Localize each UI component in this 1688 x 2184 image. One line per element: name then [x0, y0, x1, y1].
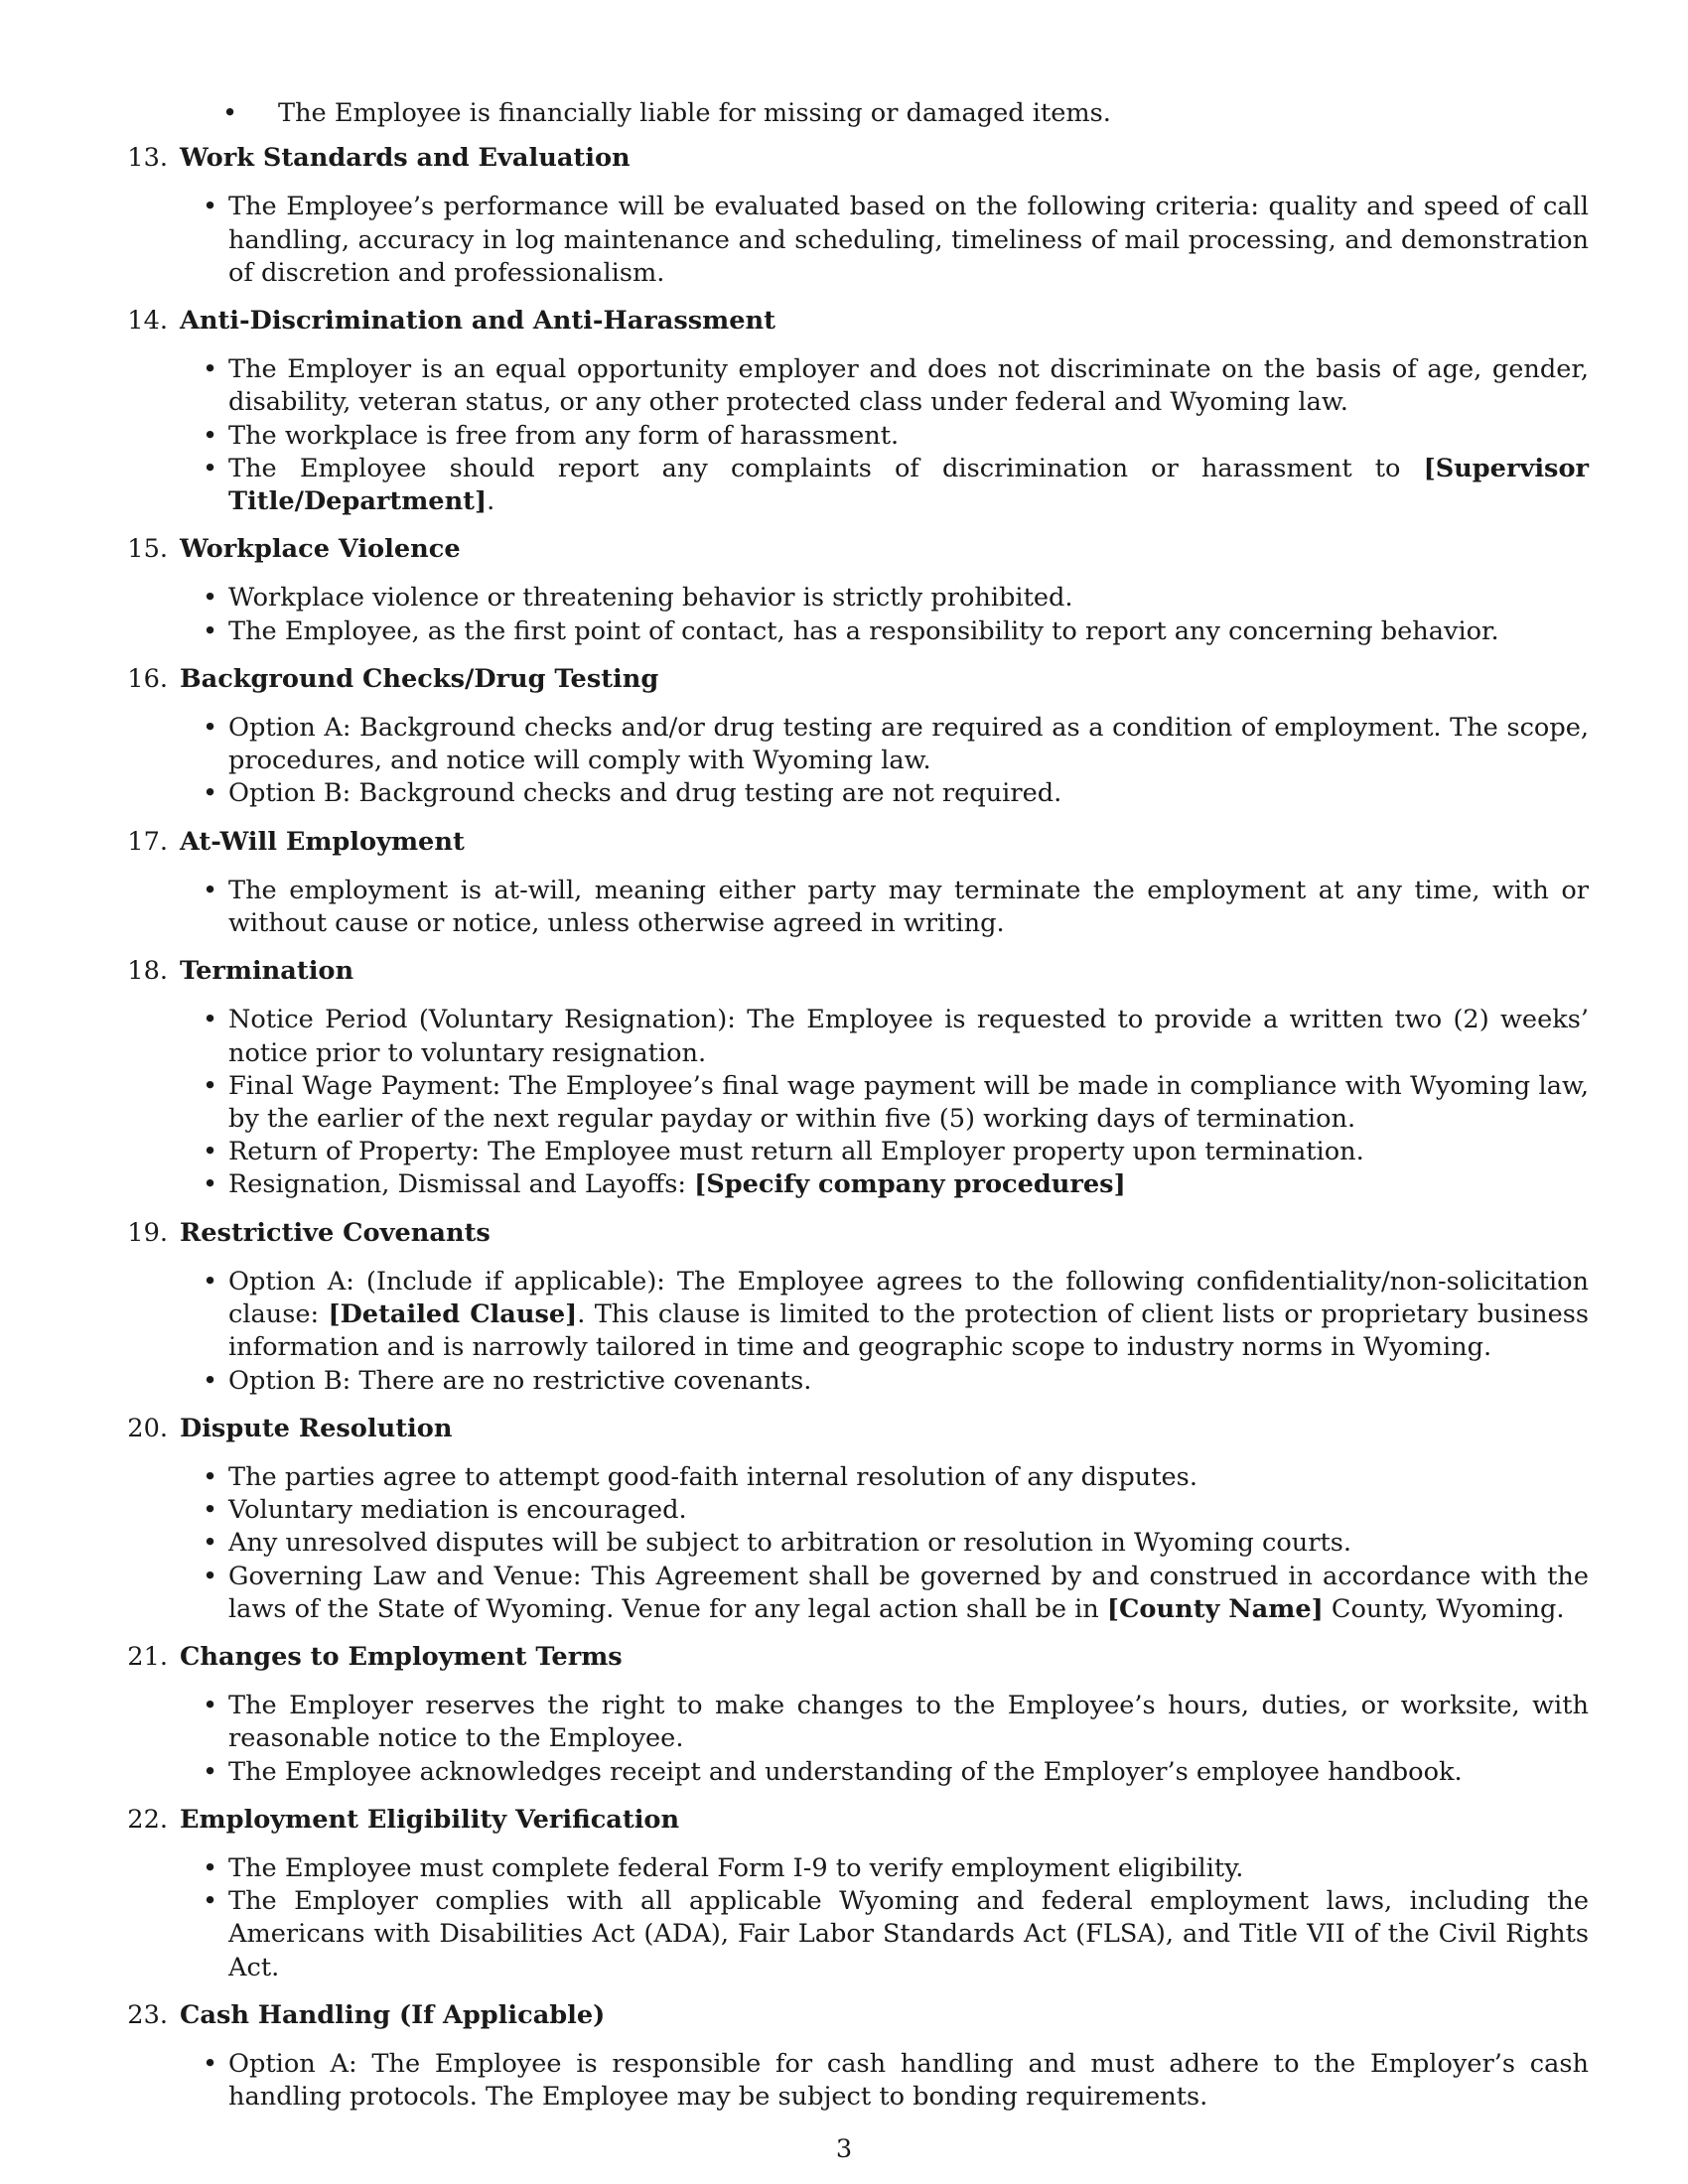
list-item	[114, 712, 1589, 777]
bullet-text: Option B: There are no restrictive covenants.	[228, 1365, 812, 1396]
section-heading	[114, 305, 1589, 338]
section-heading	[114, 1804, 1589, 1837]
list-item	[114, 1494, 1589, 1527]
bullet-list	[114, 875, 1589, 940]
placeholder-field: [Detailed Clause]	[328, 1299, 578, 1330]
section-list	[114, 142, 1589, 2114]
section-heading	[114, 1217, 1589, 1250]
section-title: Anti-Discrimination and Anti-Harassment	[180, 306, 775, 337]
section	[114, 1804, 1589, 1984]
section-number: 17.	[127, 826, 168, 857]
section	[114, 1413, 1589, 1626]
bullet-list	[114, 191, 1589, 290]
section	[114, 663, 1589, 811]
placeholder-field: [County Name]	[1106, 1593, 1324, 1624]
section-title: Workplace Violence	[180, 534, 461, 565]
section	[114, 826, 1589, 941]
section-heading	[114, 1641, 1589, 1674]
bullet-list	[114, 1690, 1589, 1789]
bullet-list	[114, 1266, 1589, 1398]
placeholder-field: [Specify company procedures]	[694, 1169, 1126, 1200]
section-number: 21.	[127, 1641, 168, 1672]
section-title: Background Checks/Drug Testing	[180, 663, 659, 694]
section-heading	[114, 663, 1589, 696]
list-item	[114, 1756, 1589, 1789]
section-number: 19.	[127, 1217, 168, 1248]
bullet-list	[114, 2048, 1589, 2114]
section-heading	[114, 826, 1589, 859]
list-item	[114, 777, 1589, 810]
bullet-text: The Employer complies with all applicable Wyoming and federal employment laws, including the Americans with Disabilities Act (ADA), Fair Labor Standards Act (FLSA), and Title VII of the Civil Rights Act.	[228, 1886, 1589, 1982]
list-item	[114, 97, 1589, 130]
section-title: Restrictive Covenants	[180, 1217, 491, 1248]
list-item	[114, 1690, 1589, 1755]
bullet-text: Workplace violence or threatening behavior is strictly prohibited.	[228, 583, 1073, 614]
section-number: 16.	[127, 663, 168, 694]
bullet-text: The Employer reserves the right to make changes to the Employee’s hours, duties, or worksite, with reasonable notice to the Employee.	[228, 1691, 1589, 1754]
section-heading	[114, 1999, 1589, 2032]
section-number: 13.	[127, 143, 168, 174]
bullet-text: Option B: Background checks and drug testing are not required.	[228, 778, 1062, 809]
section	[114, 1999, 1589, 2115]
list-item	[114, 1885, 1589, 1984]
bullet-text: The Employee, as the first point of contact, has a responsibility to report any concerning behavior.	[228, 615, 1499, 646]
bullet-list	[114, 1852, 1589, 1984]
bullet-text: The Employee’s performance will be evaluated based on the following criteria: quality and speed of call handling, accuracy in log maintenance and scheduling, timeliness of mail processing, and demonstration of discretion and professionalism.	[228, 192, 1589, 288]
section-title: Work Standards and Evaluation	[180, 143, 631, 174]
bullet-text: . This clause is limited to the protection of client lists or proprietary business information and is narrowly tailored in time and geographic scope to industry norms in Wyoming.	[228, 1299, 1589, 1363]
section-number: 15.	[127, 534, 168, 565]
list-item	[114, 1461, 1589, 1494]
bullet-list	[114, 353, 1589, 518]
list-item	[114, 191, 1589, 290]
bullet-list	[114, 1004, 1589, 1201]
bullet-text: Option A: (Include if applicable): The Employee agrees to the following confidentiality/non-solicitation clause:	[228, 1266, 1589, 1330]
list-item	[114, 1365, 1589, 1398]
list-item	[114, 353, 1589, 419]
list-item	[114, 615, 1589, 648]
bullet-text: Notice Period (Voluntary Resignation): The Employee is requested to provide a written two (2) weeks’ notice prior to voluntary resignation.	[228, 1005, 1589, 1068]
lead-bullet-list	[114, 97, 1589, 130]
bullet-text: Voluntary mediation is encouraged.	[228, 1495, 687, 1526]
section-heading	[114, 1413, 1589, 1445]
list-item	[114, 1266, 1589, 1365]
bullet-text: The workplace is free from any form of harassment.	[228, 420, 900, 451]
bullet-text: The Employer is an equal opportunity employer and does not discriminate on the basis of age, gender, disability, veteran status, or any other protected class under federal and Wyoming law.	[228, 354, 1589, 418]
page-number: 3	[835, 2134, 853, 2164]
bullet-text: Option A: The Employee is responsible for cash handling and must adhere to the Employer’s cash handling protocols. The Employee may be subject to bonding requirements.	[228, 2048, 1589, 2113]
bullet-text: Final Wage Payment: The Employee’s final wage payment will be made in compliance with Wyoming law, by the earlier of the next regular payday or within five (5) working days of termination.	[228, 1070, 1589, 1135]
section-number: 23.	[127, 1999, 168, 2030]
section-heading	[114, 142, 1589, 175]
list-item	[114, 1004, 1589, 1069]
list-item	[114, 875, 1589, 940]
section-number: 20.	[127, 1413, 168, 1443]
bullet-text: Return of Property: The Employee must return all Employer property upon termination.	[228, 1137, 1364, 1167]
section-title: Changes to Employment Terms	[180, 1641, 623, 1672]
bullet-text: The Employee is financially liable for missing or damaged items.	[278, 98, 1111, 128]
section-number: 18.	[127, 956, 168, 987]
section-title: At-Will Employment	[180, 826, 465, 857]
section	[114, 533, 1589, 648]
list-item	[114, 1527, 1589, 1560]
list-item	[114, 1168, 1589, 1201]
list-item	[114, 2048, 1589, 2114]
placeholder-field: [Supervisor Title/Department]	[228, 453, 1589, 517]
bullet-list	[114, 1461, 1589, 1626]
bullet-text: Governing Law and Venue: This Agreement shall be governed by and construed in accordance with the laws of the State of Wyoming. Venue for any legal action shall be in	[228, 1561, 1589, 1624]
bullet-text: .	[487, 486, 495, 517]
document-page	[114, 97, 1589, 2128]
bullet-text: Resignation, Dismissal and Layoffs:	[228, 1169, 695, 1200]
section	[114, 1641, 1589, 1789]
section-title: Termination	[180, 956, 354, 987]
section-heading	[114, 955, 1589, 988]
section	[114, 305, 1589, 518]
section-title: Dispute Resolution	[180, 1413, 453, 1443]
list-item	[114, 582, 1589, 614]
section-heading	[114, 533, 1589, 566]
list-item	[114, 1136, 1589, 1168]
list-item	[114, 1561, 1589, 1626]
bullet-text: The Employee acknowledges receipt and understanding of the Employer’s employee handbook.	[228, 1756, 1463, 1787]
bullet-text: The Employee should report any complaints of discrimination or harassment to	[228, 453, 1424, 483]
list-item	[114, 453, 1589, 518]
bullet-list	[114, 582, 1589, 647]
bullet-list	[114, 712, 1589, 811]
bullet-text: County, Wyoming.	[1323, 1593, 1565, 1624]
section	[114, 142, 1589, 290]
list-item	[114, 420, 1589, 453]
bullet-text: Any unresolved disputes will be subject to arbitration or resolution in Wyoming courts.	[228, 1528, 1352, 1559]
bullet-text: The parties agree to attempt good-faith internal resolution of any disputes.	[228, 1461, 1197, 1492]
list-item	[114, 1070, 1589, 1136]
section-number: 14.	[127, 306, 168, 337]
section	[114, 1217, 1589, 1398]
bullet-text: The Employee must complete federal Form I-9 to verify employment eligibility.	[228, 1852, 1244, 1883]
section-title: Employment Eligibility Verification	[180, 1804, 680, 1835]
section-title: Cash Handling (If Applicable)	[180, 1999, 606, 2030]
bullet-text: The employment is at-will, meaning either party may terminate the employment at any time, with or without cause or notice, unless otherwise agreed in writing.	[228, 875, 1589, 939]
section	[114, 955, 1589, 1201]
section-number: 22.	[127, 1804, 168, 1835]
list-item	[114, 1852, 1589, 1885]
bullet-text: Option A: Background checks and/or drug testing are required as a condition of employment. The scope, procedures, and notice will comply with Wyoming law.	[228, 713, 1589, 776]
